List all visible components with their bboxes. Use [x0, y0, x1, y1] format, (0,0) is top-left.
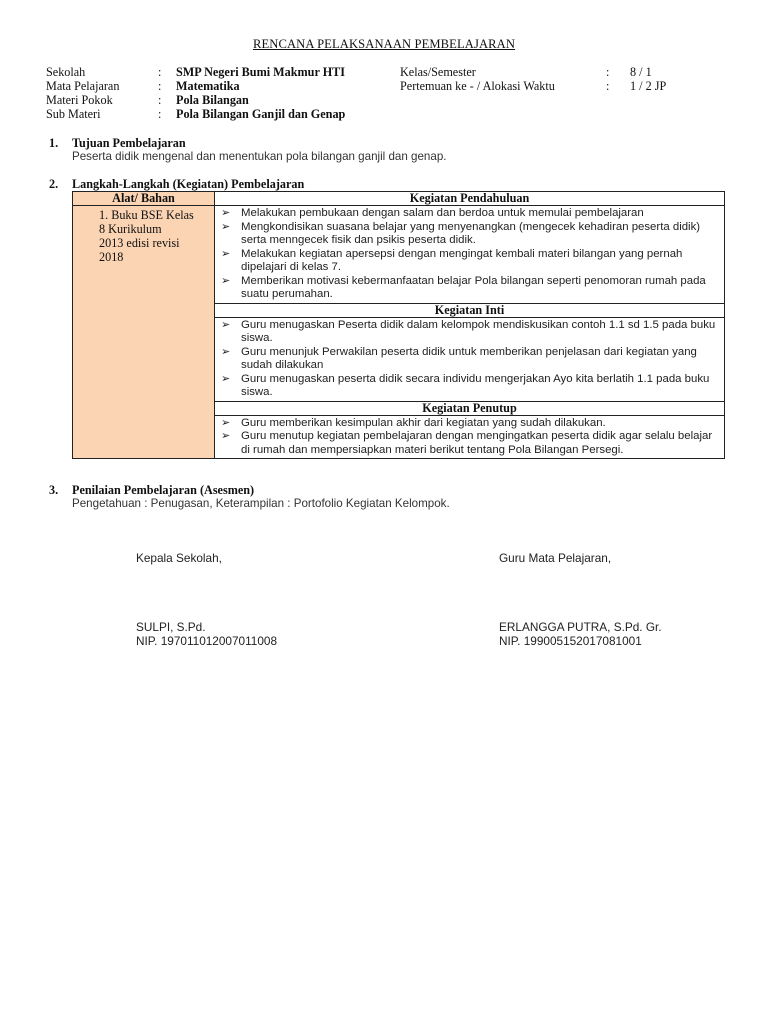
info-label-kelas: Kelas/Semester — [400, 65, 476, 79]
list-item — [219, 373, 718, 400]
arrow-bullet-icon: ➢ — [221, 318, 231, 331]
document-title: RENCANA PELAKSANAAN PEMBELAJARAN — [252, 37, 516, 51]
arrow-bullet-icon: ➢ — [221, 372, 231, 385]
signature-role-guru: Guru Mata Pelajaran, — [499, 551, 612, 565]
penutup-cell — [215, 415, 725, 459]
inti-list — [215, 318, 724, 401]
info-colon: : — [158, 79, 162, 93]
pendahuluan-list — [215, 206, 724, 303]
arrow-bullet-icon: ➢ — [221, 430, 231, 442]
section-number: 1. — [49, 136, 59, 150]
info-label-pertemuan: Pertemuan ke - / Alokasi Waktu — [400, 79, 555, 93]
step-text: Guru menunjuk Perwakilan peserta didik untuk memberikan penjelasan dari kegiatan yang sudah dilakukan — [241, 345, 697, 371]
arrow-bullet-icon: ➢ — [221, 274, 231, 287]
info-value-sub-materi: Pola Bilangan Ganjil dan Genap — [176, 107, 346, 121]
tool-line: 8 Kurikulum — [99, 222, 162, 236]
arrow-bullet-icon: ➢ — [221, 207, 231, 219]
step-text: Guru menugaskan peserta didik secara individu mengerjakan Ayo kita berlatih 1.1 pada buku siswa. — [241, 372, 710, 398]
table-header-alat: Alat/ Bahan — [73, 192, 215, 206]
info-label: Sub Materi — [46, 107, 101, 121]
signature-nip-guru: NIP. 199005152017081001 — [499, 634, 642, 648]
penutup-list — [215, 416, 724, 459]
info-label: Materi Pokok — [46, 93, 113, 107]
step-text: Memberikan motivasi kebermanfaatan belajar Pola bilangan seperti penomoran rumah pada suatu perumahan. — [241, 274, 706, 300]
info-value-mapel: Matematika — [176, 79, 240, 93]
section-title-tujuan: Tujuan Pembelajaran — [72, 136, 186, 150]
signature-role-kepala-sekolah: Kepala Sekolah, — [136, 551, 222, 565]
info-colon: : — [158, 107, 162, 121]
step-text: Melakukan pembukaan dengan salam dan berdoa untuk memulai pembelajaran — [241, 207, 644, 219]
list-item — [219, 221, 718, 248]
step-text: Mengkondisikan suasana belajar yang menyenangkan (mengecek kehadiran peserta didik) serta menngecek fisik dan psikis peserta didik. — [241, 220, 701, 246]
tools-cell — [73, 206, 215, 459]
section-text-tujuan: Peserta didik mengenal dan menentukan pola bilangan ganjil dan genap. — [72, 150, 447, 163]
list-item — [219, 207, 718, 221]
inti-cell — [215, 317, 725, 401]
section-title-langkah: Langkah-Langkah (Kegiatan) Pembelajaran — [72, 177, 305, 191]
tool-line: 1. Buku BSE Kelas — [99, 208, 194, 222]
signature-name-kepala-sekolah: SULPI, S.Pd. — [136, 620, 206, 634]
info-label: Sekolah — [46, 65, 86, 79]
step-text: Guru memberikan kesimpulan akhir dari kegiatan yang sudah dilakukan. — [241, 416, 606, 429]
table-header-penutup: Kegiatan Penutup — [215, 401, 725, 415]
pendahuluan-cell — [215, 206, 725, 304]
step-text: Guru menutup kegiatan pembelajaran dengan mengingatkan peserta didik agar selalu belajar di rumah dan mempersiapkan materi berikut tentang Pola Bilangan Persegi. — [241, 430, 713, 456]
info-value-materi-pokok: Pola Bilangan — [176, 93, 249, 107]
section-title-penilaian: Penilaian Pembelajaran (Asesmen) — [72, 483, 255, 497]
info-value-kelas: 8 / 1 — [630, 65, 652, 79]
table-header-inti: Kegiatan Inti — [215, 303, 725, 317]
info-colon: : — [158, 93, 162, 107]
step-text: Melakukan kegiatan apersepsi dengan mengingat kembali materi bilangan yang pernah dipelajari di kelas 7. — [241, 247, 683, 273]
info-value-sekolah: SMP Negeri Bumi Makmur HTI — [176, 65, 346, 79]
tool-line: 2018 — [99, 250, 124, 264]
arrow-bullet-icon: ➢ — [221, 247, 231, 260]
list-item — [219, 319, 718, 346]
list-item — [219, 346, 718, 373]
arrow-bullet-icon: ➢ — [221, 220, 231, 233]
list-item — [219, 275, 718, 302]
step-text: Guru menugaskan Peserta didik dalam kelompok mendiskusikan contoh 1.1 sd 1.5 pada buku siswa. — [241, 318, 716, 344]
list-item — [219, 430, 718, 457]
info-label: Mata Pelajaran — [46, 79, 120, 93]
info-value-pertemuan: 1 / 2 JP — [630, 79, 667, 93]
list-item — [219, 417, 718, 431]
section-number: 3. — [49, 483, 59, 497]
info-colon: : — [158, 65, 162, 79]
signature-name-guru: ERLANGGA PUTRA, S.Pd. Gr. — [499, 620, 662, 634]
info-colon: : — [606, 65, 610, 79]
arrow-bullet-icon: ➢ — [221, 416, 231, 429]
table-header-pendahuluan: Kegiatan Pendahuluan — [215, 192, 725, 206]
activities-table — [72, 191, 725, 459]
section-text-penilaian: Pengetahuan : Penugasan, Keterampilan : Portofolio Kegiatan Kelompok. — [72, 497, 450, 510]
tool-line: 2013 edisi revisi — [99, 236, 180, 250]
signature-nip-kepala-sekolah: NIP. 197011012007011008 — [136, 634, 278, 648]
arrow-bullet-icon: ➢ — [221, 345, 231, 358]
section-number: 2. — [49, 177, 59, 191]
info-colon: : — [606, 79, 610, 93]
list-item — [219, 248, 718, 275]
